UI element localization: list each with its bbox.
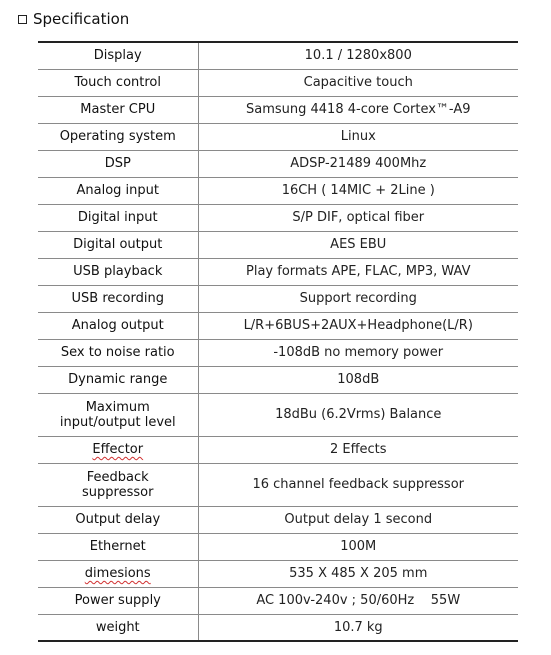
table-row xyxy=(38,69,518,96)
spec-label: Operating system xyxy=(38,123,198,150)
spec-label: Display xyxy=(38,42,198,69)
spec-value: Support recording xyxy=(198,285,518,312)
table-row xyxy=(38,177,518,204)
spec-label xyxy=(38,463,198,506)
spec-label: Digital input xyxy=(38,204,198,231)
checkbox-square-icon xyxy=(18,15,27,24)
spec-label xyxy=(38,436,198,463)
spec-value: ADSP-21489 400Mhz xyxy=(198,150,518,177)
table-row xyxy=(38,436,518,463)
table-row xyxy=(38,533,518,560)
spec-label: Sex to noise ratio xyxy=(38,339,198,366)
spec-value: 16CH ( 14MIC + 2Line ) xyxy=(198,177,518,204)
table-row xyxy=(38,42,518,69)
table-row xyxy=(38,96,518,123)
spec-value: 2 Effects xyxy=(198,436,518,463)
spec-label: USB playback xyxy=(38,258,198,285)
spec-label: Touch control xyxy=(38,69,198,96)
spec-label: weight xyxy=(38,614,198,641)
spec-value: S/P DIF, optical fiber xyxy=(198,204,518,231)
spec-value: AC 100v-240v ; 50/60Hz 55W xyxy=(198,587,518,614)
spec-label: Power supply xyxy=(38,587,198,614)
table-row xyxy=(38,258,518,285)
table-row xyxy=(38,204,518,231)
spec-label: Dynamic range xyxy=(38,366,198,393)
spec-label: Ethernet xyxy=(38,533,198,560)
table-row xyxy=(38,150,518,177)
spec-label: Analog input xyxy=(38,177,198,204)
spec-value: -108dB no memory power xyxy=(198,339,518,366)
spec-value: L/R+6BUS+2AUX+Headphone(L/R) xyxy=(198,312,518,339)
spec-value: Play formats APE, FLAC, MP3, WAV xyxy=(198,258,518,285)
section-heading-text: Specification xyxy=(33,10,130,28)
spec-value: Linux xyxy=(198,123,518,150)
table-row xyxy=(38,123,518,150)
table-row xyxy=(38,587,518,614)
spec-label: Digital output xyxy=(38,231,198,258)
section-heading xyxy=(18,9,129,29)
spec-value: 10.1 / 1280x800 xyxy=(198,42,518,69)
spec-label: USB recording xyxy=(38,285,198,312)
table-row xyxy=(38,285,518,312)
table-row xyxy=(38,231,518,258)
specification-table xyxy=(38,41,518,642)
spec-label: Analog output xyxy=(38,312,198,339)
table-row xyxy=(38,312,518,339)
spec-label: Output delay xyxy=(38,506,198,533)
spec-value: 10.7 kg xyxy=(198,614,518,641)
spec-value: Output delay 1 second xyxy=(198,506,518,533)
spec-label xyxy=(38,393,198,436)
spec-value: Capacitive touch xyxy=(198,69,518,96)
spec-label xyxy=(38,560,198,587)
spec-label-line: Maximum xyxy=(85,399,150,415)
spec-value: 100M xyxy=(198,533,518,560)
spec-value: 16 channel feedback suppressor xyxy=(198,463,518,506)
spec-label-text: dimesions xyxy=(84,566,151,581)
spec-label-line: Feedback xyxy=(86,469,149,485)
table-row xyxy=(38,506,518,533)
spec-value: 18dBu (6.2Vrms) Balance xyxy=(198,393,518,436)
spec-value: AES EBU xyxy=(198,231,518,258)
spec-label-text: Effector xyxy=(92,442,144,457)
spec-value: Samsung 4418 4-core Cortex™-A9 xyxy=(198,96,518,123)
spec-value: 535 X 485 X 205 mm xyxy=(198,560,518,587)
spec-label-line: input/output level xyxy=(59,414,176,430)
table-row xyxy=(38,614,518,641)
spec-label: Master CPU xyxy=(38,96,198,123)
spec-label: DSP xyxy=(38,150,198,177)
table-row xyxy=(38,463,518,506)
table-row xyxy=(38,560,518,587)
table-row xyxy=(38,339,518,366)
table-row xyxy=(38,393,518,436)
spec-label-line: suppressor xyxy=(82,484,154,500)
table-row xyxy=(38,366,518,393)
spec-value: 108dB xyxy=(198,366,518,393)
